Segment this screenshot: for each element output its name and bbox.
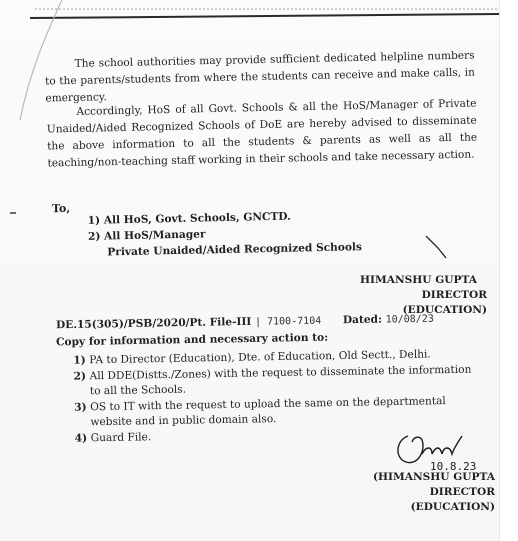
copy-heading: Copy for information and necessary action to: bbox=[55, 331, 329, 349]
signatory-name: HIMANSHU GUPTA bbox=[360, 274, 477, 286]
recipient-number: 2) bbox=[87, 230, 101, 243]
copy-text: All DDE(Distts./Zones) with the request to disseminate the information to all the Schools. bbox=[89, 363, 472, 398]
signatory-block-bottom bbox=[355, 470, 495, 515]
signatory-title: DIRECTOR (EDUCATION) bbox=[410, 486, 495, 513]
handwritten-dispatch-number: 7100-7104 bbox=[266, 315, 322, 328]
paragraph-advisory: Accordingly, HoS of all Govt. Schools & all the HoS/Manager of Private Unaided/Aided Recognized Schools of DoE are hereby advised to disseminate the above information to all the students & parents as well as all the teaching/non-teaching staff working in their schools and take necessary action. bbox=[46, 97, 478, 170]
copy-number: 1) bbox=[73, 354, 86, 367]
signature-date: 10.8.23 bbox=[430, 460, 477, 473]
file-number: DE.15(305)/PSB/2020/Pt. File-III bbox=[55, 315, 252, 332]
handwritten-tick-mark bbox=[420, 232, 450, 262]
copy-text: OS to IT with the request to upload the same on the departmental website and in public domain also. bbox=[90, 394, 446, 429]
recipient-text: All HoS, Govt. Schools, GNCTD. bbox=[103, 210, 291, 227]
copy-text: PA to Director (Education), Dte. of Education, Old Sectt., Delhi. bbox=[89, 348, 431, 367]
top-border-line bbox=[30, 13, 500, 19]
handwritten-signature bbox=[392, 428, 492, 474]
handwritten-date: 10/08/23 bbox=[385, 313, 434, 326]
recipient-number: 1) bbox=[87, 214, 101, 227]
page-edge bbox=[499, 0, 518, 541]
copy-number: 4) bbox=[74, 431, 88, 445]
recipient-text: All HoS/Manager bbox=[103, 228, 206, 243]
dated-label: Dated: bbox=[342, 313, 383, 327]
reference-line: DE.15(305)/PSB/2020/Pt. File-III | 7100-7104 Dated: 10/08/23 bbox=[55, 313, 434, 332]
copy-number: 2) bbox=[73, 369, 87, 383]
recipient-list bbox=[88, 207, 363, 261]
signatory-block-top bbox=[345, 273, 487, 318]
perforation-dots bbox=[34, 5, 504, 13]
recipient-text: Private Unaided/Aided Recognized Schools bbox=[107, 241, 363, 259]
copy-number: 3) bbox=[74, 400, 87, 414]
signatory-title: DIRECTOR (EDUCATION) bbox=[402, 289, 487, 316]
to-label: To, bbox=[51, 201, 71, 216]
paragraph-helpline: The school authorities may provide sufficient dedicated helpline numbers to the parents/students from where the students can receive and make calls, in emergency. bbox=[44, 49, 476, 105]
copy-text: Guard File. bbox=[90, 430, 152, 444]
margin-mark bbox=[10, 212, 16, 214]
signatory-name: (HIMANSHU GUPTA bbox=[373, 471, 495, 483]
